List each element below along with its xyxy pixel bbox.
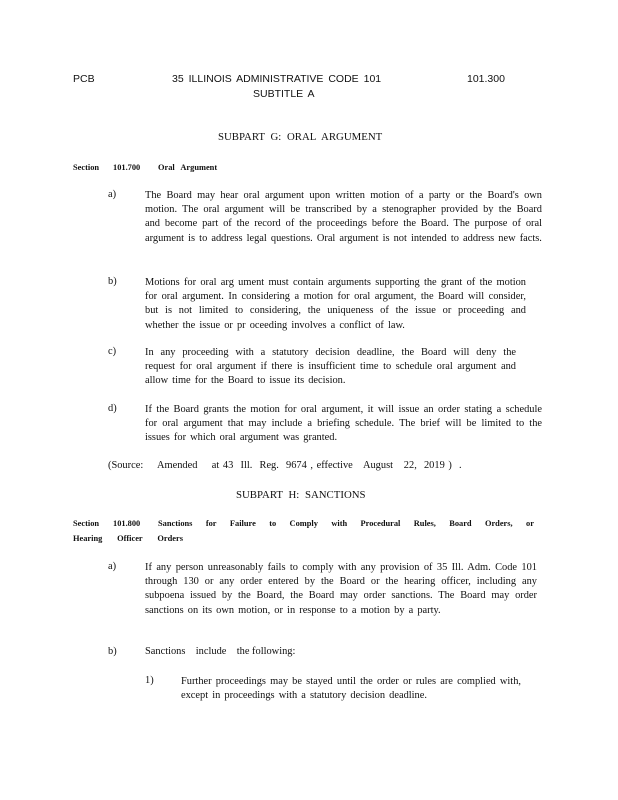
- item-label: c): [108, 346, 117, 357]
- subpart-h-heading: SUBPART H: SANCTIONS: [236, 489, 366, 501]
- paragraph: Sanctions include the following:: [145, 646, 296, 657]
- item-label: a): [108, 561, 117, 572]
- item-label: a): [108, 189, 117, 200]
- title-word: Sanctions: [158, 519, 193, 528]
- header-right: 101.300: [467, 73, 505, 85]
- title-word: Board: [449, 519, 472, 528]
- item-label: 1): [145, 675, 154, 686]
- header-title: 35 ILLINOIS ADMINISTRATIVE CODE 101: [172, 73, 382, 85]
- paragraph: If the Board grants the motion for oral argument, it will issue an order stating a schedule for oral argument that may include a briefing schedule. The brief will be limited to the issues for which oral argument was granted.: [145, 404, 542, 444]
- section-title-line2: [73, 534, 183, 543]
- title-word: Hearing: [73, 534, 103, 543]
- section-number: 101.800: [113, 519, 141, 528]
- title-word: Failure: [229, 519, 256, 528]
- title-word: Officer: [117, 534, 143, 543]
- item-label: b): [108, 646, 117, 657]
- title-word: Orders: [157, 534, 183, 543]
- title-word: Orders,: [484, 519, 513, 528]
- title-word: or: [526, 519, 534, 528]
- section-number: 101.700: [113, 163, 141, 172]
- section-label: Section: [73, 163, 100, 172]
- paragraph: If any person unreasonably fails to comply with any provision of 35 Ill. Adm. Code 101 through 130 or any order entered by the Board or the hearing officer, including any subpoena issued by the Board, the Board may order sanctions. The Board may order sanctions on its own motion, or in response to a motion by a party.: [145, 562, 537, 616]
- title-word: to: [269, 519, 277, 528]
- title-word: for: [205, 519, 217, 528]
- subpart-g-heading: SUBPART G: ORAL ARGUMENT: [218, 131, 383, 143]
- paragraph: In any proceeding with a statutory decision deadline, the Board will deny the request for oral argument if there is insufficient time to schedule oral argument and allow time for the Board to issue its decision.: [145, 347, 516, 387]
- paragraph: Further proceedings may be stayed until the order or rules are complied with, except in proceedings with a statutory decision deadline.: [181, 676, 521, 702]
- header-left: PCB: [73, 73, 95, 85]
- item-label: d): [108, 403, 117, 414]
- section-title: [158, 519, 534, 528]
- source-note: (Source: Amended at 43 Ill. Reg. 9674 , effective August 22, 2019 ) .: [108, 460, 462, 471]
- title-word: Procedural: [360, 519, 401, 528]
- title-word: Comply: [289, 519, 318, 528]
- paragraph: The Board may hear oral argument upon written motion of a party or the Board's own motion. The oral argument will be transcribed by a stenographer provided by the Board and become part of the record of the proceedings before the Board. The purpose of oral argument is to address legal questions. Oral argument is not intended to address new facts.: [145, 190, 542, 244]
- title-word: with: [331, 519, 348, 528]
- title-word: Rules,: [413, 519, 436, 528]
- item-label: b): [108, 276, 117, 287]
- section-label: Section: [73, 519, 100, 528]
- header-subtitle: SUBTITLE A: [253, 88, 315, 100]
- section-title: Oral Argument: [158, 163, 218, 172]
- paragraph: Motions for oral arg ument must contain arguments supporting the grant of the motion for oral argument. In considering a motion for oral argument, the Board will consider, but is not limited to considering, the uniqueness of the issue or proceeding and whether the issue or pr oceeding involves a conflict of law.: [145, 277, 526, 331]
